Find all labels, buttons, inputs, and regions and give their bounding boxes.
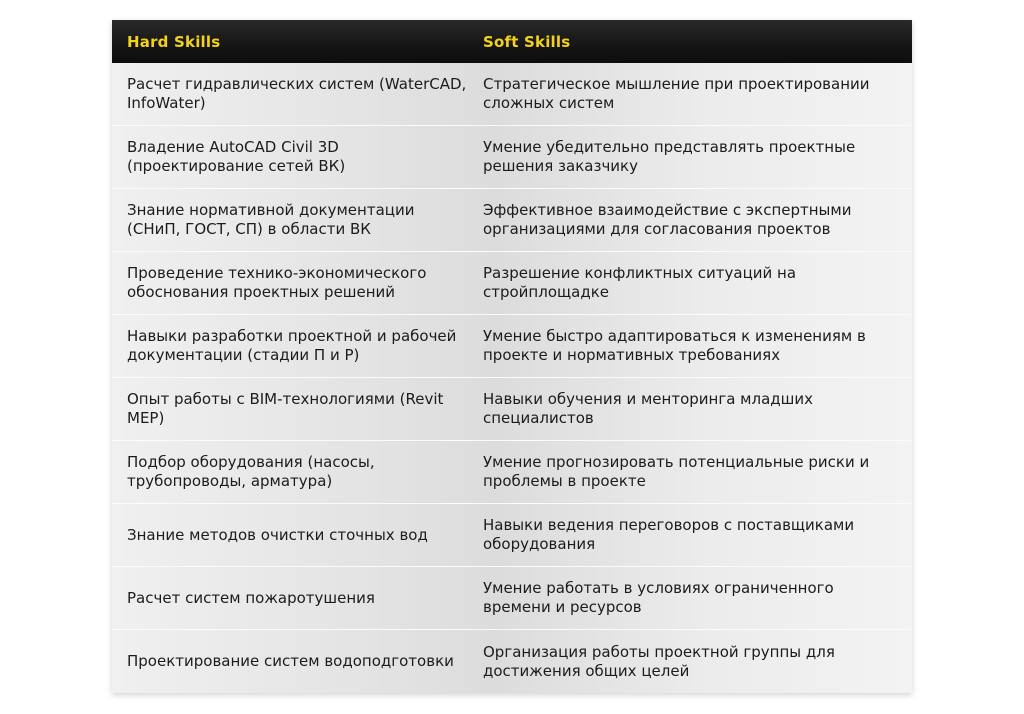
table-row <box>112 63 912 126</box>
table-header <box>112 20 912 63</box>
soft-skill-cell: Стратегическое мышление при проектировании сложных систем <box>483 75 870 112</box>
table-row <box>112 252 912 315</box>
table-row <box>112 441 912 504</box>
soft-skill-cell: Умение работать в условиях ограниченного времени и ресурсов <box>483 579 834 616</box>
soft-skill-cell: Умение убедительно представлять проектные решения заказчику <box>483 138 856 175</box>
soft-skill-cell: Организация работы проектной группы для достижения общих целей <box>483 642 835 680</box>
header-soft-skills: Soft Skills <box>483 32 571 51</box>
table-row <box>112 630 912 693</box>
table-row <box>112 315 912 378</box>
soft-skill-cell: Умение быстро адаптироваться к изменениям в проекте и нормативных требованиях <box>483 327 866 364</box>
hard-skill-cell: Навыки разработки проектной и рабочей документации (стадии П и Р) <box>127 327 457 364</box>
hard-skill-cell: Знание методов очистки сточных вод <box>127 525 428 544</box>
header-hard-skills: Hard Skills <box>127 32 221 51</box>
hard-skill-cell: Опыт работы с BIM-технологиями (Revit MEP) <box>127 390 444 427</box>
hard-skill-cell: Подбор оборудования (насосы, трубопроводы, арматура) <box>127 453 375 490</box>
soft-skill-cell: Умение прогнозировать потенциальные риски и проблемы в проекте <box>483 453 870 490</box>
hard-skill-cell: Знание нормативной документации (СНиП, ГОСТ, СП) в области ВК <box>127 201 415 238</box>
soft-skill-cell: Эффективное взаимодействие с экспертными организациями для согласования проектов <box>483 201 852 238</box>
soft-skill-cell: Разрешение конфликтных ситуаций на стройплощадке <box>483 264 797 301</box>
soft-skill-cell: Навыки ведения переговоров с поставщиками оборудования <box>483 516 855 553</box>
hard-skill-cell: Владение AutoCAD Civil 3D (проектирование сетей ВК) <box>127 138 346 175</box>
soft-skill-cell: Навыки обучения и менторинга младших специалистов <box>483 390 813 427</box>
hard-skill-cell: Расчет систем пожаротушения <box>127 588 375 607</box>
table-row <box>112 378 912 441</box>
hard-skill-cell: Расчет гидравлических систем (WaterCAD, InfoWater) <box>127 75 467 112</box>
skills-table <box>112 20 912 693</box>
table-row <box>112 189 912 252</box>
hard-skill-cell: Проектирование систем водоподготовки <box>127 652 454 670</box>
table-row <box>112 504 912 567</box>
hard-skill-cell: Проведение технико-экономического обоснования проектных решений <box>127 264 427 301</box>
table-row <box>112 567 912 630</box>
table-row <box>112 126 912 189</box>
